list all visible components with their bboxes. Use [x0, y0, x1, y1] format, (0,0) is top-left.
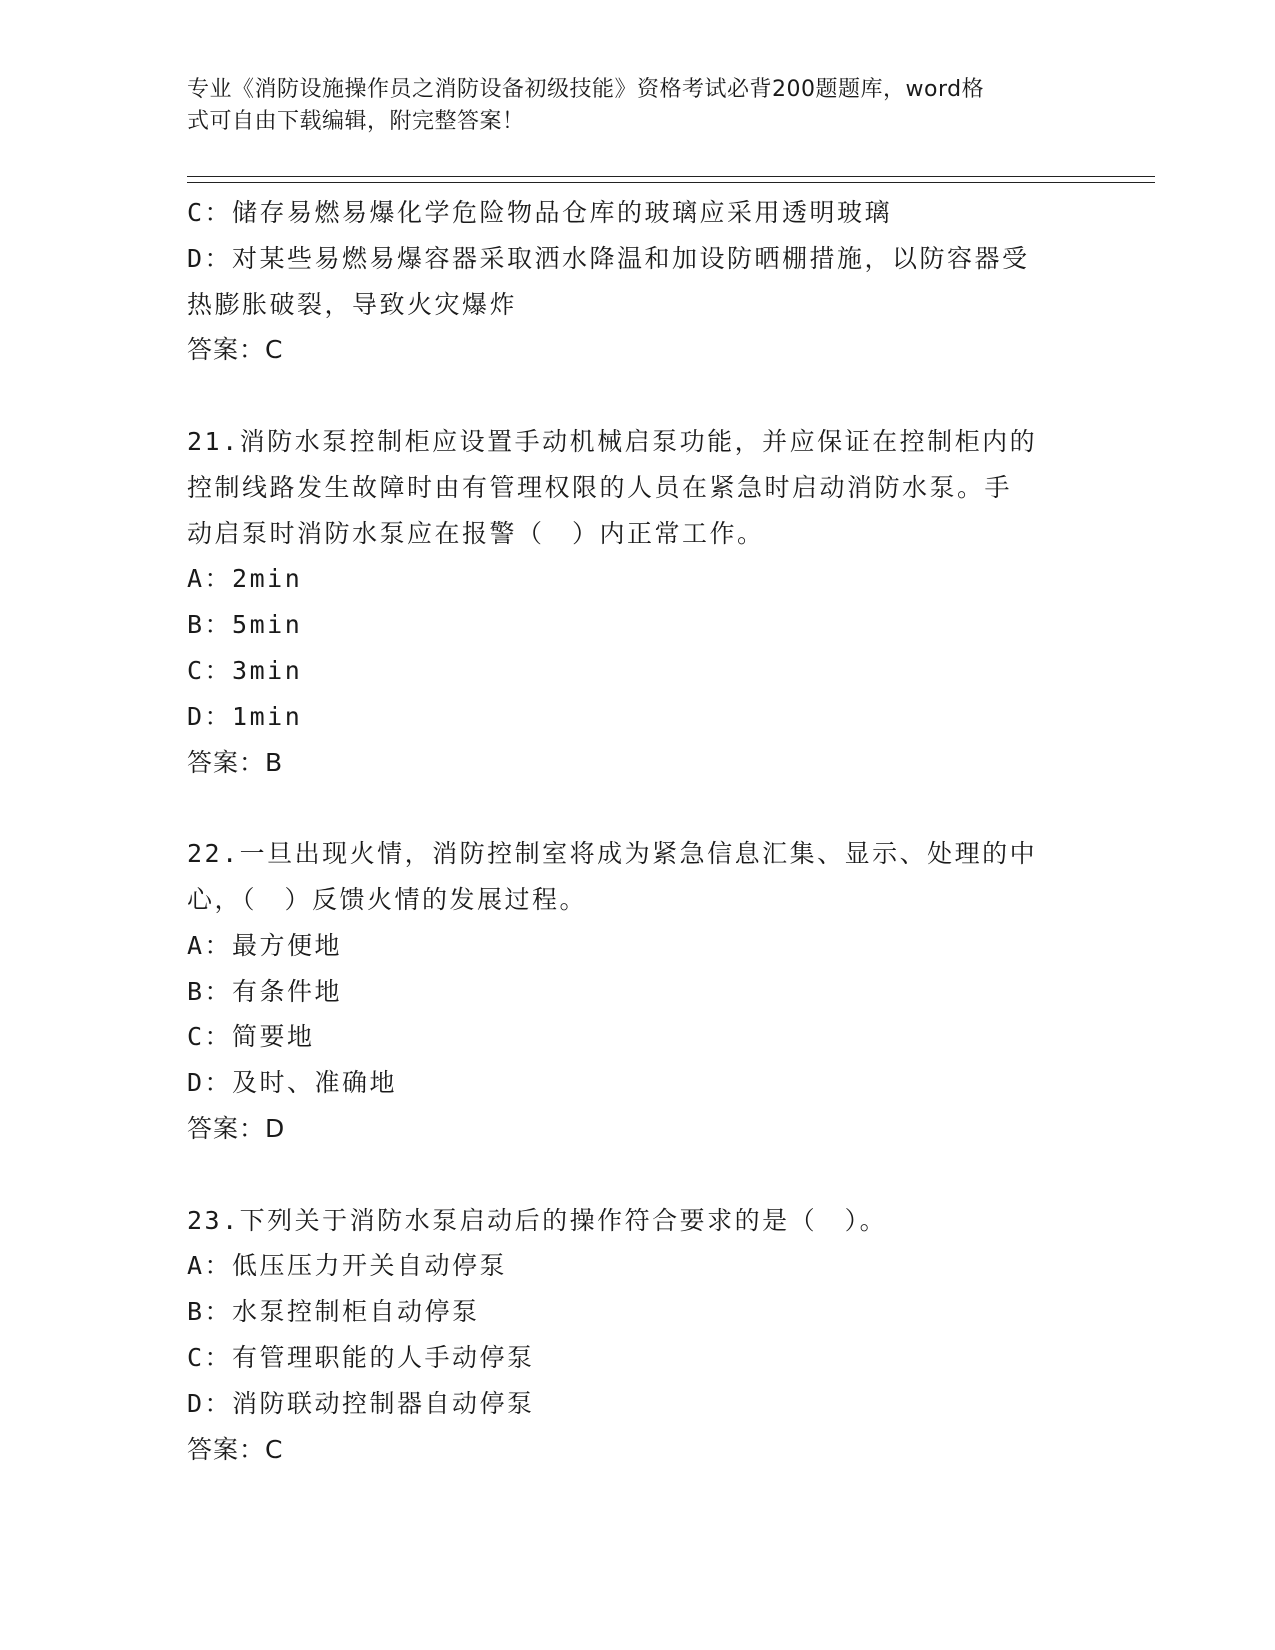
option-c: C：有管理职能的人手动停泵	[187, 1342, 535, 1372]
option-b: B：5min	[187, 610, 303, 640]
question-23	[187, 1198, 1087, 1473]
option-a: A：低压压力开关自动停泵	[187, 1251, 508, 1281]
option-b: B：有条件地	[187, 976, 343, 1006]
option-d: D：1min	[187, 701, 303, 731]
answer: 答案：C	[187, 335, 284, 365]
page-header	[187, 74, 1077, 138]
option-d: D：消防联动控制器自动停泵	[187, 1388, 535, 1418]
option-c: C：储存易燃易爆化学危险物品仓库的玻璃应采用透明玻璃	[187, 198, 893, 227]
question-stem: 23.下列关于消防水泵启动后的操作符合要求的是（ ）。	[187, 1205, 888, 1235]
question-stem: 控制线路发生故障时由有管理权限的人员在紧急时启动消防水泵。手	[187, 472, 1013, 502]
question-21	[187, 419, 1087, 785]
option-d: D：对某些易燃易爆容器采取洒水降温和加设防晒棚措施，以防容器受	[187, 243, 1030, 273]
spacer	[187, 785, 1087, 831]
option-c: C：简要地	[187, 1022, 315, 1052]
question-22	[187, 831, 1087, 1152]
header-line-1: 专业《消防设施操作员之消防设备初级技能》资格考试必背200题题库，word格	[187, 77, 985, 102]
header-double-rule	[187, 176, 1155, 183]
answer: 答案：B	[187, 747, 284, 777]
question-stem: 22.一旦出现火情，消防控制室将成为紧急信息汇集、显示、处理的中	[187, 839, 1038, 869]
answer: 答案：D	[187, 1113, 286, 1143]
previous-question-tail	[187, 190, 1087, 373]
option-c: C：3min	[187, 655, 303, 685]
spacer	[187, 1152, 1087, 1198]
option-d-continued: 热膨胀破裂，导致火灾爆炸	[187, 289, 518, 319]
answer: 答案：C	[187, 1434, 284, 1464]
question-stem: 21.消防水泵控制柜应设置手动机械启泵功能，并应保证在控制柜内的	[187, 426, 1038, 456]
option-d: D：及时、准确地	[187, 1068, 398, 1098]
header-line-2: 式可自由下载编辑，附完整答案！	[187, 109, 525, 134]
option-a: A：最方便地	[187, 930, 343, 960]
spacer	[187, 373, 1087, 419]
question-stem: 心，（ ）反馈火情的发展过程。	[187, 884, 588, 914]
question-stem: 动启泵时消防水泵应在报警（ ）内正常工作。	[187, 518, 765, 548]
document-body	[187, 190, 1087, 1472]
option-b: B：水泵控制柜自动停泵	[187, 1297, 480, 1327]
option-a: A：2min	[187, 564, 303, 594]
